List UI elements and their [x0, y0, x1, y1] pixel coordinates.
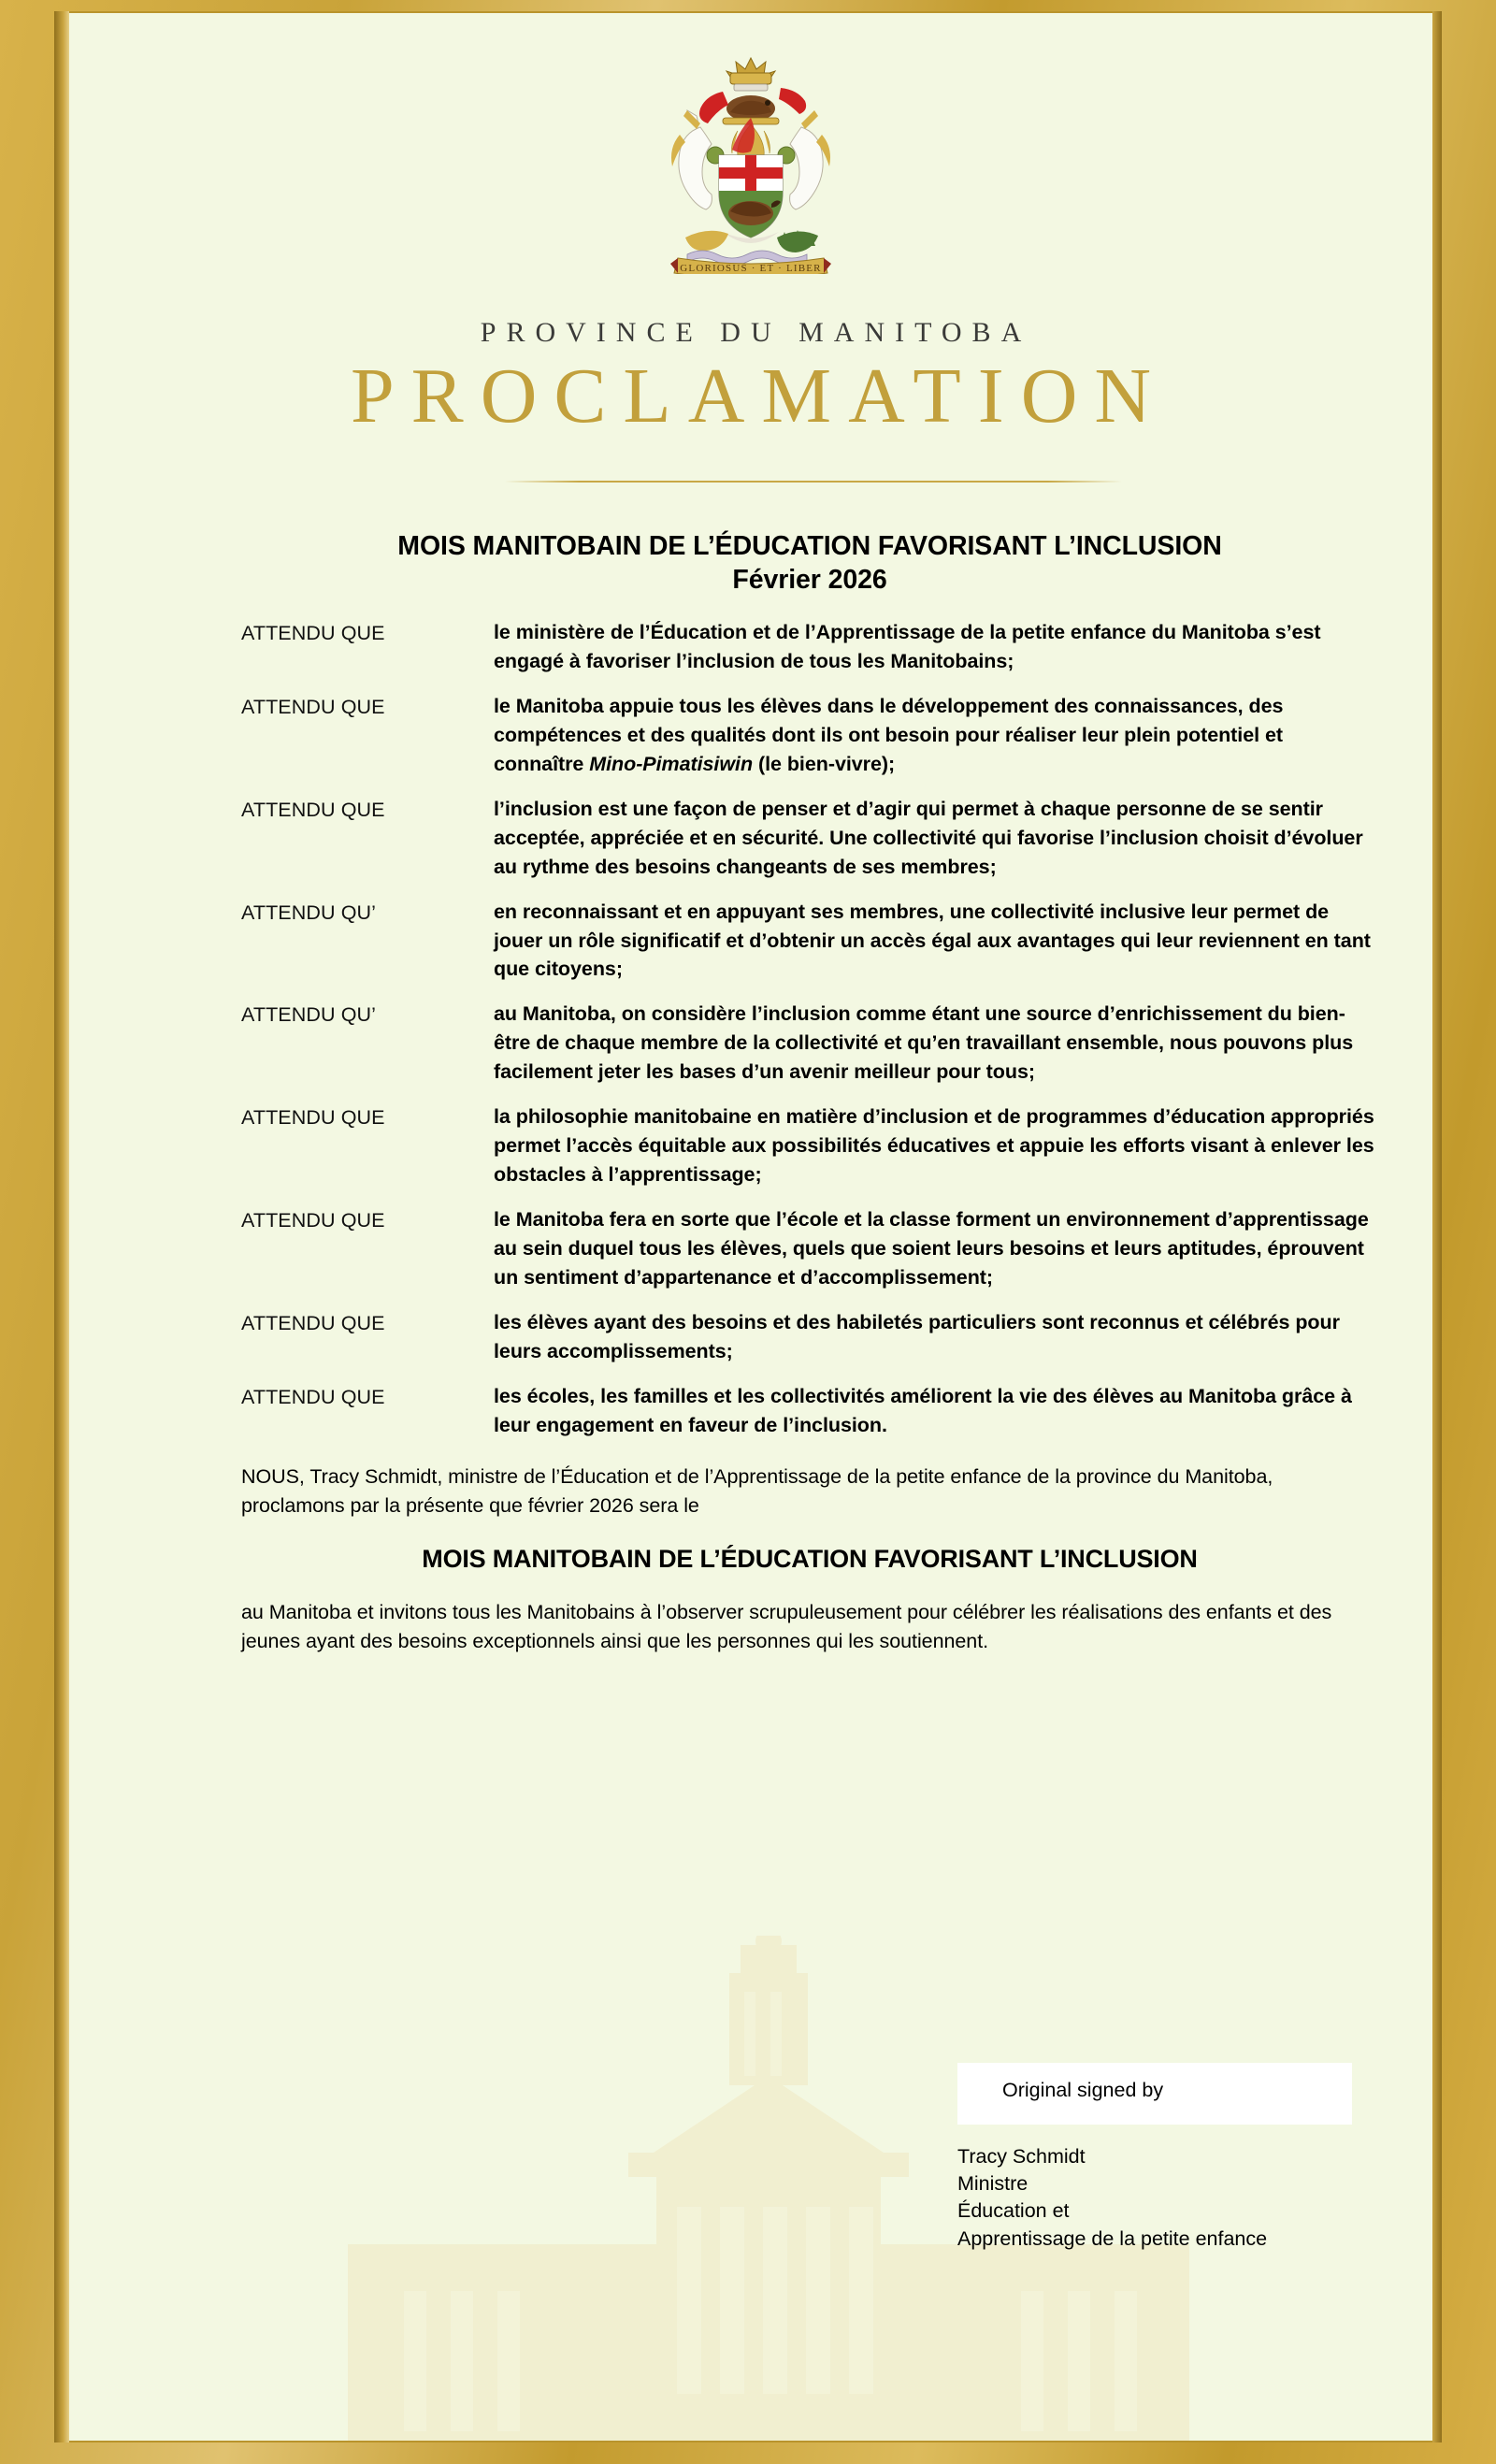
- whereas-clause: [241, 1205, 1378, 1292]
- signed-by-label: Original signed by: [1002, 2079, 1164, 2101]
- clause-text: le Manitoba fera en sorte que l’école et la classe forment un environnement d’apprentissage au sein duquel tous les élèves, quels que soient leurs besoins et leurs aptitudes, éprouvent un sentiment d’appartenance et d’accomplissement;: [494, 1208, 1369, 1290]
- declared-title: MOIS MANITOBAIN DE L’ÉDUCATION FAVORISANT L’INCLUSION: [422, 1544, 1198, 1573]
- clause-text: les écoles, les familles et les collectivités améliorent la vie des élèves au Manitoba grâce à leur engagement en faveur de l’inclusion.: [494, 1384, 1352, 1436]
- province-line: PROVINCE DU MANITOBA: [480, 317, 1032, 348]
- subject-month: Février 2026: [732, 565, 887, 596]
- proclamation-heading: PROCLAMATION: [350, 353, 1169, 439]
- whereas-clause: [241, 1000, 1378, 1087]
- whereas-clause: [241, 795, 1378, 882]
- parchment-surface: [67, 13, 1434, 2441]
- clause-text: le ministère de l’Éducation et de l’Apprentissage de la petite enfance du Manitoba s’est engagé à favoriser l’inclusion de tous les Manitobains;: [494, 620, 1321, 672]
- whereas-clause: [241, 898, 1378, 985]
- clause-label: ATTENDU QUE: [241, 1209, 385, 1232]
- whereas-clause: [241, 1382, 1378, 1440]
- gold-divider-rule: [505, 481, 1122, 483]
- clause-label: ATTENDU QUE: [241, 695, 385, 718]
- clause-text: le Manitoba appuie tous les élèves dans le développement des connaissances, des compétences et des qualités dont ils ont besoin pour réaliser leur plein potentiel et connaître Mino-Pimatisiwin (le bien-vivre);: [494, 694, 1284, 775]
- clause-text: les élèves ayant des besoins et des habiletés particuliers sont reconnus et célébrés pour leurs accomplissements;: [494, 1311, 1340, 1362]
- whereas-clause: [241, 618, 1378, 676]
- signature-block: [957, 2063, 1397, 2253]
- whereas-clause: [241, 1102, 1378, 1189]
- whereas-clause-list: [241, 618, 1378, 1440]
- nous-paragraph: NOUS, Tracy Schmidt, ministre de l’Éducation et de l’Apprentissage de la petite enfance de la province du Manitoba, proclamons par la présente que février 2026 sera le: [241, 1464, 1273, 1517]
- frame-right-edge: [1432, 11, 1442, 2442]
- clause-label: ATTENDU QUE: [241, 1385, 385, 1408]
- clause-text: en reconnaissant et en appuyant ses membres, une collectivité inclusive leur permet de jouer un rôle significatif et d’obtenir un accès égal aux avantages qui leur reviennent en tant que citoyens;: [494, 900, 1371, 981]
- clause-label: ATTENDU QUE: [241, 798, 385, 821]
- whereas-clause: [241, 1308, 1378, 1366]
- frame-left-edge: [54, 11, 69, 2442]
- subject-title: MOIS MANITOBAIN DE L’ÉDUCATION FAVORISANT L’INCLUSION: [397, 531, 1222, 561]
- clause-text: au Manitoba, on considère l’inclusion comme étant une source d’enrichissement du bien-être de chaque membre de la collectivité et qu’en travaillant ensemble, nous pouvons plus facilement jeter les bases d’un avenir meilleur pour tous;: [494, 1002, 1354, 1084]
- signatory-title: Ministre: [957, 2172, 1028, 2196]
- signatory-department-line2: Apprentissage de la petite enfance: [957, 2226, 1268, 2250]
- clause-text: la philosophie manitobaine en matière d’inclusion et de programmes d’éducation appropriés permet l’accès équitable aux possibilités éducatives et appuie les efforts visant à enlever les obstacles à l’apprentissage;: [494, 1105, 1374, 1187]
- signed-by-box: [957, 2063, 1352, 2125]
- svg-text:GLORIOSUS · ET · LIBER: GLORIOSUS · ET · LIBER: [680, 263, 822, 274]
- signatory-details: [957, 2143, 1397, 2253]
- subject-heading: [241, 529, 1378, 598]
- clause-label: ATTENDU QUE: [241, 1312, 385, 1334]
- clause-label: ATTENDU QU’: [241, 1003, 377, 1027]
- manitoba-coat-of-arms: [611, 45, 891, 274]
- clause-label: ATTENDU QUE: [241, 1106, 385, 1130]
- clause-text: l’inclusion est une façon de penser et d’agir qui permet à chaque personne de se sentir acceptée, appréciée et en sécurité. Une collectivité qui favorise l’inclusion choisit d’évoluer au rythme des besoins changeants de ses membres;: [494, 797, 1363, 878]
- signatory-name: Tracy Schmidt: [957, 2144, 1086, 2168]
- clause-label: ATTENDU QUE: [241, 621, 385, 644]
- clause-label: ATTENDU QU’: [241, 901, 377, 924]
- proclamation-content: [241, 529, 1378, 1656]
- closing-paragraph: au Manitoba et invitons tous les Manitobains à l’observer scrupuleusement pour célébrer les réalisations des enfants et des jeunes ayant des besoins exceptionnels ainsi que les personnes qui les soutiennent.: [241, 1600, 1332, 1652]
- whereas-clause: [241, 692, 1378, 779]
- signatory-department-line1: Éducation et: [957, 2199, 1070, 2223]
